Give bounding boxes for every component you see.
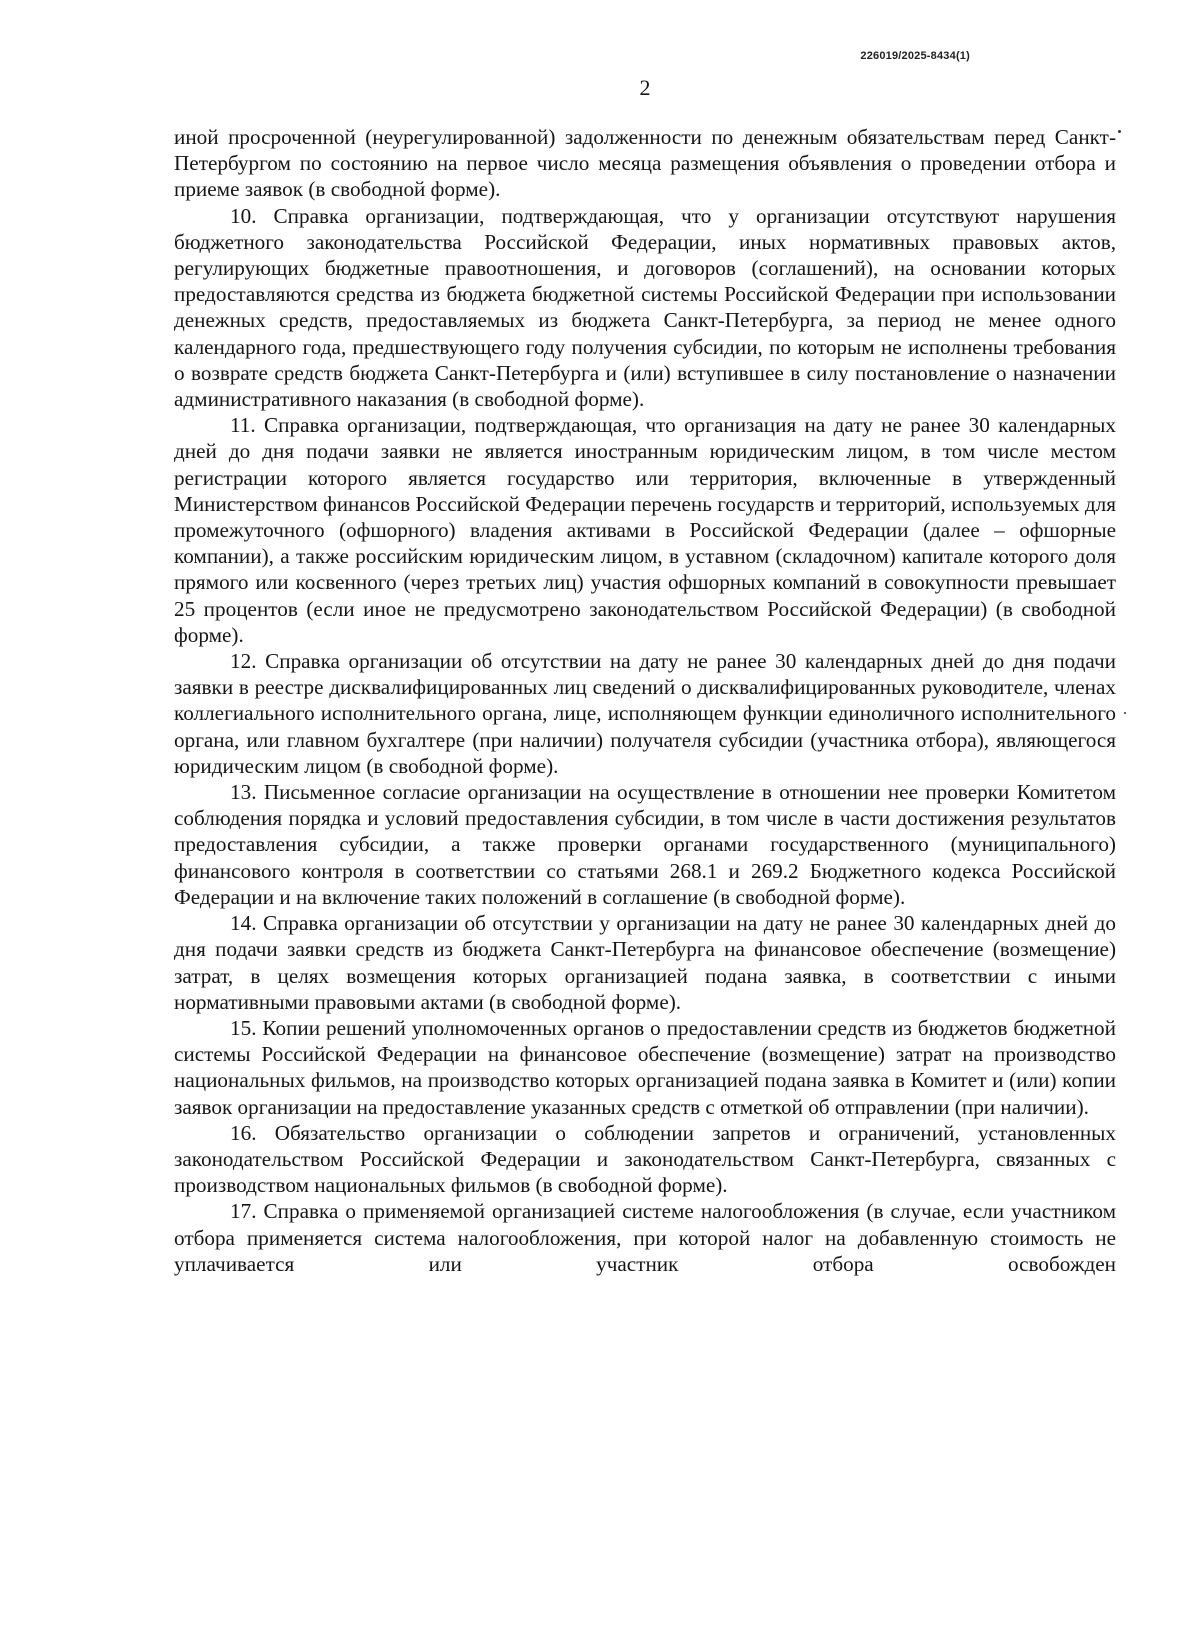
paragraph-item-14: 14. Справка организации об отсутствии у организации на дату не ранее 30 календарных дней до дня подачи заявки средств из бюджета Санкт-Петербурга на финансовое обеспечение (возмещение) затрат, в целях возмещения которых организацией подана заявка, в соответствии с иными нормативными правовыми актами (в свободной форме). (174, 911, 1116, 1014)
scan-speck (1124, 712, 1126, 714)
paragraph-item-17: 17. Справка о применяемой организацией системе налогообложения (в случае, если участником отбора применяется система налогообложения, при которой налог на добавленную стоимость не уплачивается или участник отбора освобожден (174, 1199, 1116, 1276)
paragraph-item-16: 16. Обязательство организации о соблюдении запретов и ограничений, установленных законодательством Российской Федерации и законодательством Санкт-Петербурга, связанных с производством национальных фильмов (в свободной форме). (174, 1120, 1116, 1198)
page-number: 2 (639, 75, 651, 100)
paragraph-item-10: 10. Справка организации, подтверждающая, что у организации отсутствуют нарушения бюджетного законодательства Российской Федерации, иных нормативных правовых актов, регулирующих бюджетные правоотношения, и договоров (соглашений), на основании которых предоставляются средства из бюджета бюджетной системы Российской Федерации при использовании денежных средств, предоставляемых из бюджета Санкт-Петербурга, за период не менее одного календарного года, предшествующего году получения субсидии, по которым не исполнены требования о возврате средств бюджета Санкт-Петербурга и (или) вступившее в силу постановление о назначении административного наказания (в свободной форме). (174, 203, 1116, 412)
paragraph-continuation: иной просроченной (неурегулированной) задолженности по денежным обязательствам перед Санкт-Петербургом по состоянию на первое число месяца размещения объявления о проведении отбора и приеме заявок (в свободной форме). (174, 125, 1116, 202)
paragraph-item-11: 11. Справка организации, подтверждающая, что организация на дату не ранее 30 календарных дней до дня подачи заявки не является иностранным юридическим лицом, в том числе местом регистрации которого является государство или территория, включенные в утвержденный Министерством финансов Российской Федерации перечень государств и территорий, используемых для промежуточного (офшорного) владения активами в Российской Федерации (далее – офшорные компании), а также российским юридическим лицом, в уставном (складочном) капитале которого доля прямого или косвенного (через третьих лиц) участия офшорных компаний в совокупности превышает 25 процентов (если иное не предусмотрено законодательством Российской Федерации) (в свободной форме). (174, 413, 1116, 647)
document-body (174, 124, 1116, 1277)
paragraph-item-15: 15. Копии решений уполномоченных органов о предоставлении средств из бюджетов бюджетной системы Российской Федерации на финансовое обеспечение (возмещение) затрат на производство национальных фильмов, на производство которых организацией подана заявка в Комитет и (или) копии заявок организации на предоставление указанных средств с отметкой об отправлении (при наличии). (174, 1015, 1116, 1119)
scan-speck (1118, 130, 1121, 133)
paragraph-item-13: 13. Письменное согласие организации на осуществление в отношении нее проверки Комитетом соблюдения порядка и условий предоставления субсидии, в том числе в части достижения результатов предоставления субсидии, а также проверки органами государственного (муниципального) финансового контроля в соответствии со статьями 268.1 и 269.2 Бюджетного кодекса Российской Федерации и на включение таких положений в соглашение (в свободной форме). (174, 780, 1116, 909)
document-registration-number: 226019/2025-8434(1) (860, 50, 970, 62)
paragraph-item-12: 12. Справка организации об отсутствии на дату не ранее 30 календарных дней до дня подачи заявки в реестре дисквалифицированных лиц сведений о дисквалифицированных руководителе, членах коллегиального исполнительного органа, лице, исполняющем функции единоличного исполнительного органа, или главном бухгалтере (при наличии) получателя субсидии (участника отбора), являющегося юридическим лицом (в свободной форме). (174, 649, 1116, 778)
